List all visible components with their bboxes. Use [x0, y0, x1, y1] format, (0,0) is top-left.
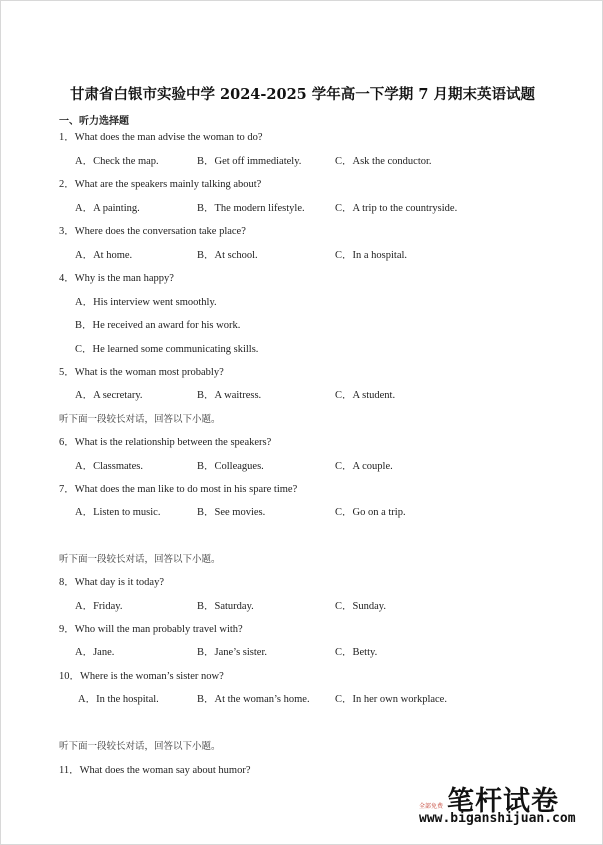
option-c: C．In her own workplace. — [335, 694, 447, 705]
question-stem: 5．What is the woman most probably? — [59, 367, 224, 378]
option-c: C．Betty. — [335, 647, 378, 658]
option-a: A．Jane. — [75, 647, 115, 658]
question-stem: 1．What does the man advise the woman to do? — [59, 132, 263, 143]
option-b: B．Get off immediately. — [197, 156, 302, 167]
option-a: A．Classmates. — [75, 461, 143, 472]
question-stem: 8．What day is it today? — [59, 577, 164, 588]
instruction-note: 听下面一段较长对话，回答以下小题。 — [59, 414, 221, 425]
question-stem: 7．What does the man like to do most in his spare time? — [59, 484, 298, 495]
option-c: C．In a hospital. — [335, 250, 408, 261]
option-b: B．A waitress. — [197, 390, 262, 401]
question-stem: 6．What is the relationship between the speakers? — [59, 437, 272, 448]
option-c: C．He learned some communicating skills. — [75, 344, 259, 355]
option-b: B．At the woman’s home. — [197, 694, 310, 705]
logo-url: www.biganshijuan.com — [419, 811, 576, 826]
option-a: A．A painting. — [75, 203, 140, 214]
option-c: C．Ask the conductor. — [335, 156, 432, 167]
option-c: C．Sunday. — [335, 601, 386, 612]
option-a: A．In the hospital. — [78, 694, 159, 705]
option-c: C．A trip to the countryside. — [335, 203, 458, 214]
question-stem: 3．Where does the conversation take place? — [59, 226, 246, 237]
page-title: 甘肃省白银市实验中学 2024-2025 学年高一下学期 7 月期末英语试题 — [69, 86, 535, 103]
option-b: B．He received an award for his work. — [75, 320, 241, 331]
option-a: A．His interview went smoothly. — [75, 297, 217, 308]
question-stem: 10．Where is the woman’s sister now? — [59, 671, 224, 682]
option-c: C．Go on a trip. — [335, 507, 406, 518]
option-c: C．A student. — [335, 390, 396, 401]
option-b: B．The modern lifestyle. — [197, 203, 305, 214]
instruction-note: 听下面一段较长对话，回答以下小题。 — [59, 741, 221, 752]
question-stem: 11．What does the woman say about humor? — [59, 765, 251, 776]
question-stem: 4．Why is the man happy? — [59, 273, 174, 284]
instruction-note: 听下面一段较长对话，回答以下小题。 — [59, 554, 221, 565]
option-b: B．See movies. — [197, 507, 266, 518]
option-a: A．At home. — [75, 250, 133, 261]
question-stem: 9．Who will the man probably travel with? — [59, 624, 243, 635]
option-b: B．Jane’s sister. — [197, 647, 267, 658]
logo-title: 笔杆试卷 — [447, 786, 559, 817]
question-stem: 2．What are the speakers mainly talking about? — [59, 179, 262, 190]
option-c: C．A couple. — [335, 461, 393, 472]
option-a: A．Check the map. — [75, 156, 159, 167]
option-b: B．Colleagues. — [197, 461, 264, 472]
option-b: B．At school. — [197, 250, 258, 261]
option-a: A．Listen to music. — [75, 507, 161, 518]
option-a: A．Friday. — [75, 601, 123, 612]
section-heading: 一、听力选择题 — [59, 116, 129, 127]
option-a: A．A secretary. — [75, 390, 143, 401]
option-b: B．Saturday. — [197, 601, 254, 612]
logo-free-badge: 全部免费 — [419, 803, 444, 810]
watermark-logo — [419, 779, 579, 829]
